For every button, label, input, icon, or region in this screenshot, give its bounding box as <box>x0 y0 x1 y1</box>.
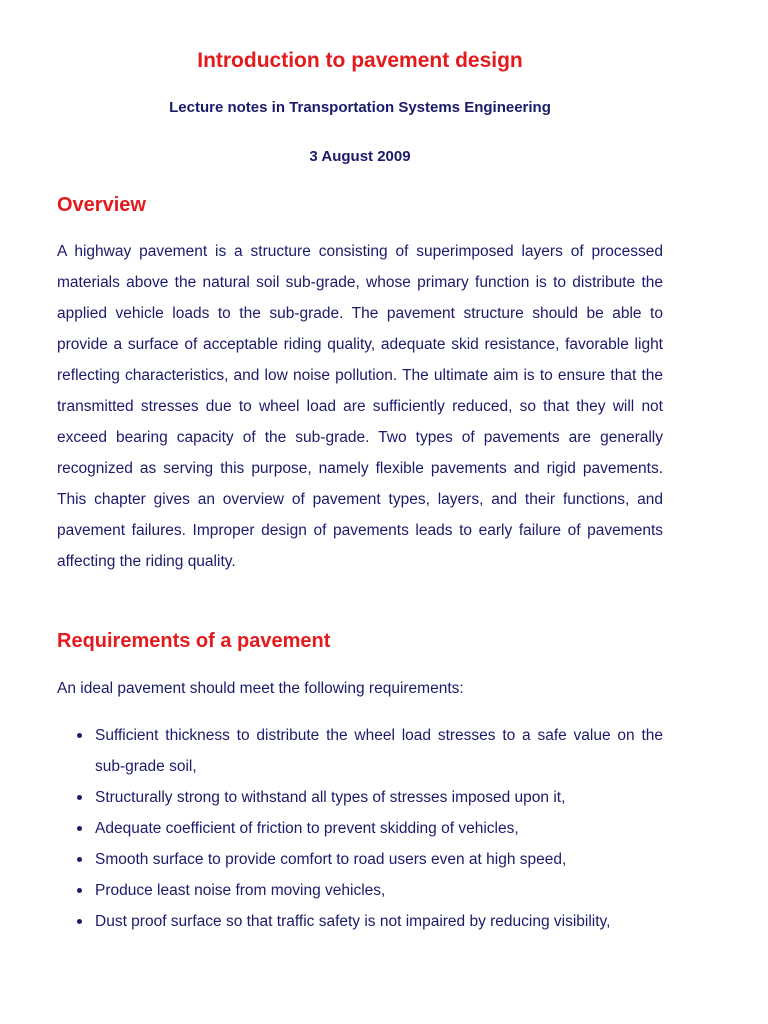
requirements-list <box>57 720 663 937</box>
list-item-text: Smooth surface to provide comfort to road users even at high speed, <box>95 851 567 868</box>
list-item <box>57 906 663 937</box>
bullet-icon <box>77 795 82 800</box>
list-item-text: Sufficient thickness to distribute the wheel load stresses to a safe value on the sub-grade soil, <box>95 727 663 775</box>
bullet-icon <box>77 888 82 893</box>
bullet-icon <box>77 826 82 831</box>
requirements-intro: An ideal pavement should meet the following requirements: <box>57 680 464 697</box>
document-date: 3 August 2009 <box>309 148 411 165</box>
requirements-heading: Requirements of a pavement <box>57 630 331 652</box>
list-item <box>57 875 663 906</box>
bullet-icon <box>77 857 82 862</box>
document-title: Introduction to pavement design <box>197 49 523 72</box>
list-item-text: Produce least noise from moving vehicles, <box>95 882 386 899</box>
list-item <box>57 720 663 782</box>
overview-heading: Overview <box>57 194 146 216</box>
list-item <box>57 813 663 844</box>
list-item <box>57 782 663 813</box>
document-subtitle: Lecture notes in Transportation Systems Engineering <box>169 99 551 116</box>
bullet-icon <box>77 733 82 738</box>
overview-paragraph: A highway pavement is a structure consisting of superimposed layers of processed materials above the natural soil sub-grade, whose primary function is to distribute the applied vehicle loads to the sub-grade. The pavement structure should be able to provide a surface of acceptable riding quality, adequate skid resistance, favorable light reflecting characteristics, and low noise pollution. The ultimate aim is to ensure that the transmitted stresses due to wheel load are sufficiently reduced, so that they will not exceed bearing capacity of the sub-grade. Two types of pavements are generally recognized as serving this purpose, namely flexible pavements and rigid pavements. This chapter gives an overview of pavement types, layers, and their functions, and pavement failures. Improper design of pavements leads to early failure of pavements affecting the riding quality. <box>57 243 663 570</box>
list-item-text: Structurally strong to withstand all types of stresses imposed upon it, <box>95 789 566 806</box>
list-item-text: Adequate coefficient of friction to prevent skidding of vehicles, <box>95 820 519 837</box>
bullet-icon <box>77 919 82 924</box>
list-item-text: Dust proof surface so that traffic safety is not impaired by reducing visibility, <box>95 913 611 930</box>
list-item <box>57 844 663 875</box>
